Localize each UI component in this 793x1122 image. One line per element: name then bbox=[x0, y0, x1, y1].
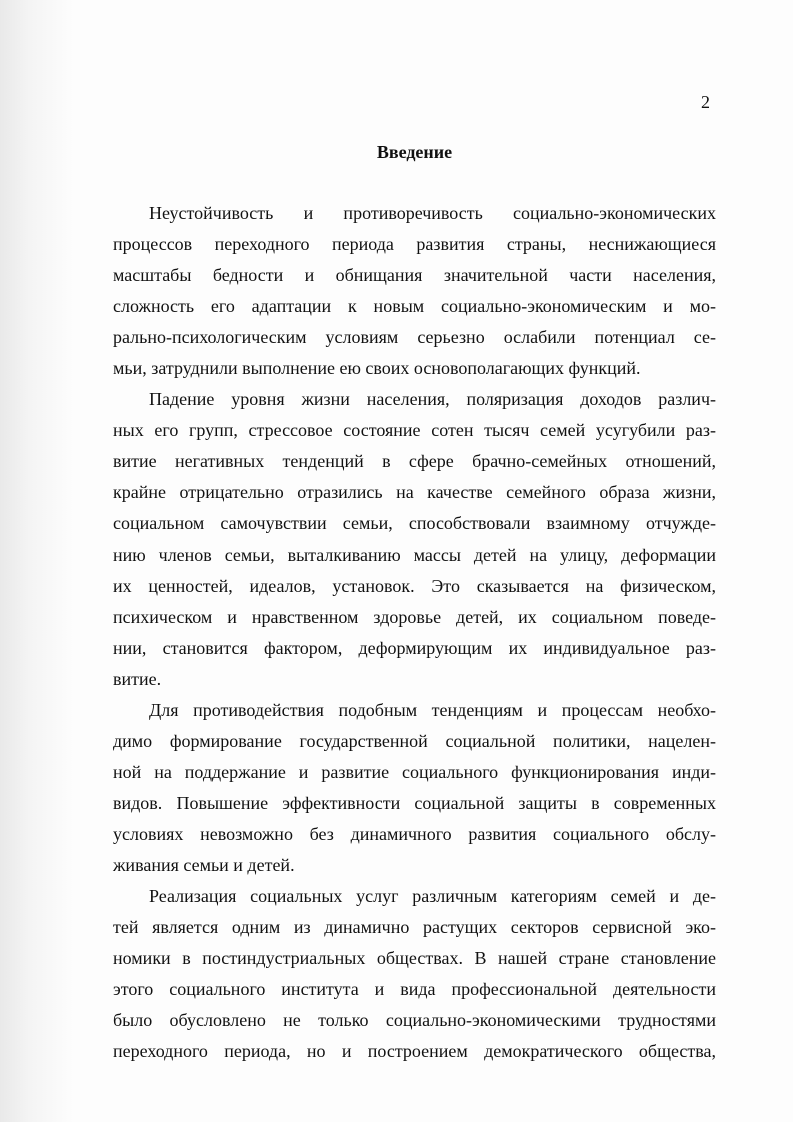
text-line: витие негативных тенденций в сфере брачно-семейных отношений, bbox=[113, 451, 716, 472]
text-line: Неустойчивость и противоречивость социально-экономических bbox=[149, 203, 716, 223]
text-line: димо формирование государственной социальной политики, нацелен- bbox=[113, 730, 716, 751]
text-line: сложность его адаптации к новым социально-экономическим и мо- bbox=[113, 296, 716, 317]
text-line: мьи, затруднили выполнение ею своих основополагающих функций. bbox=[113, 358, 641, 379]
text-line: тей является одним из динамично растущих секторов сервисной эко- bbox=[113, 917, 716, 938]
text-line: Реализация социальных услуг различным категориям семей и де- bbox=[149, 886, 716, 907]
text-line: переходного периода, но и построением демократического общества, bbox=[113, 1041, 716, 1062]
text-line: крайне отрицательно отразились на качестве семейного образа жизни, bbox=[113, 482, 716, 503]
text-line: ных его групп, стрессовое состояние сотен тысяч семей усугубили раз- bbox=[113, 420, 716, 441]
text-line: социальном самочувствии семьи, способствовали взаимному отчужде- bbox=[113, 513, 716, 534]
scan-shadow-edge bbox=[0, 0, 74, 1122]
text-line: Падение уровня жизни населения, поляризация доходов различ- bbox=[149, 389, 716, 410]
page-number: 2 bbox=[701, 92, 710, 112]
text-line: условиях невозможно без динамичного развития социального обслу- bbox=[113, 823, 716, 844]
text-line: номики в постиндустриальных обществах. В нашей стране становление bbox=[113, 948, 716, 969]
text-line: Для противодействия подобным тенденциям и процессам необхо- bbox=[149, 699, 716, 720]
text-line: психическом и нравственном здоровье детей, их социальном поведе- bbox=[113, 606, 716, 627]
text-line: процессов переходного периода развития страны, неснижающиеся bbox=[113, 234, 716, 255]
text-line: было обусловлено не только социально-экономическими трудностями bbox=[113, 1010, 716, 1031]
text-line: их ценностей, идеалов, установок. Это сказывается на физическом, bbox=[113, 575, 716, 596]
text-line: масштабы бедности и обнищания значительной части населения, bbox=[113, 265, 716, 286]
section-heading: Введение bbox=[376, 142, 453, 162]
text-line: нии, становится фактором, деформирующим их индивидуальное раз- bbox=[113, 637, 716, 658]
text-line: рально-психологическим условиям серьезно ослабили потенциал се- bbox=[113, 327, 716, 348]
text-line: ной на поддержание и развитие социального функционирования инди- bbox=[113, 761, 716, 782]
text-line: витие. bbox=[113, 668, 162, 689]
body-text bbox=[113, 198, 716, 1067]
text-line: этого социального института и вида профессиональной деятельности bbox=[113, 979, 716, 1000]
text-line: видов. Повышение эффективности социальной защиты в современных bbox=[113, 792, 716, 813]
text-line: живания семьи и детей. bbox=[113, 854, 295, 875]
text-line: нию членов семьи, выталкиванию массы детей на улицу, деформации bbox=[113, 544, 716, 565]
